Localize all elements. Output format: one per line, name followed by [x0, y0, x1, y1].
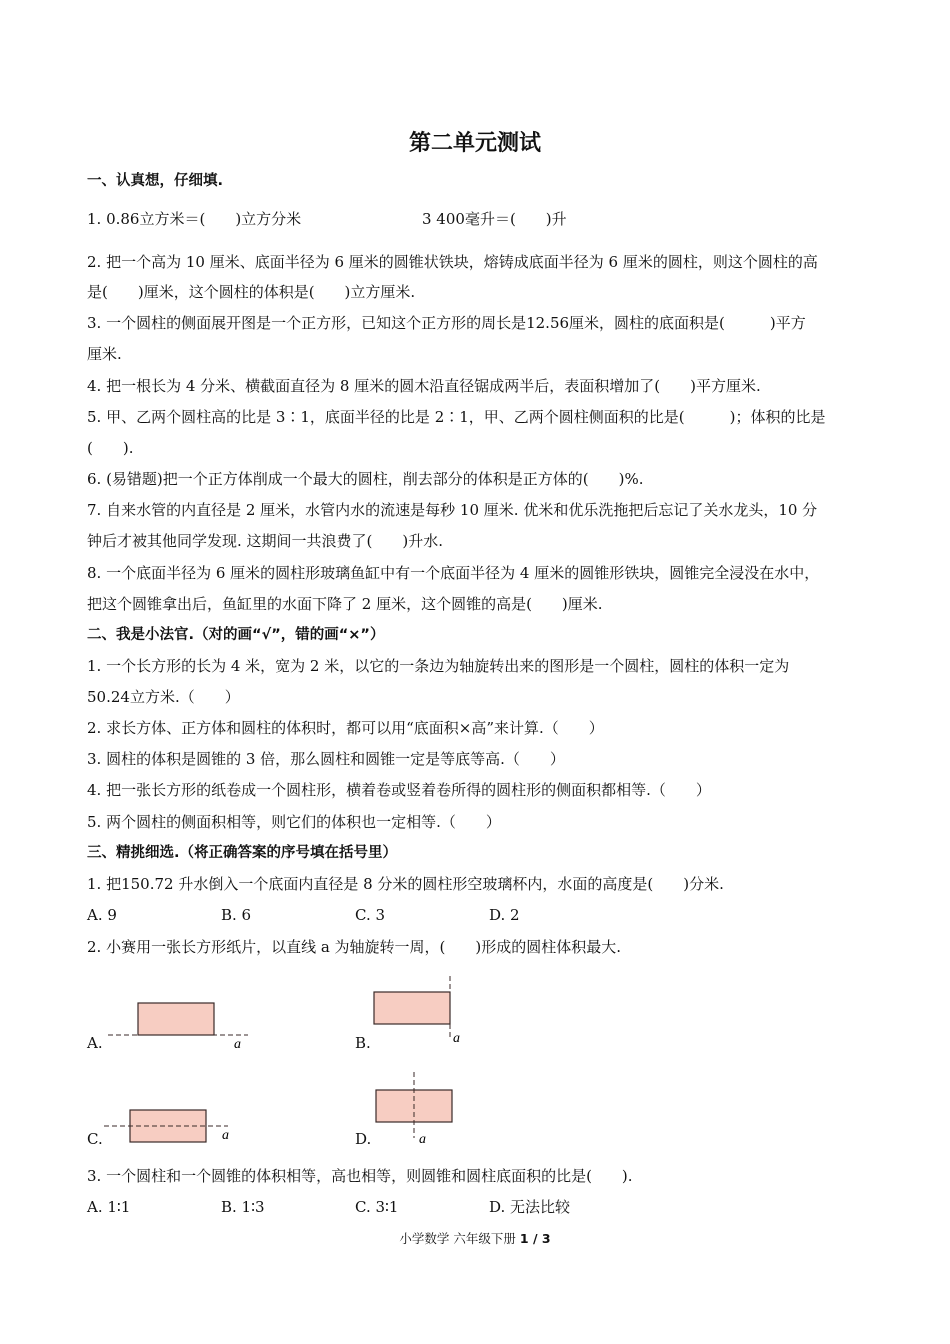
figure-a — [100, 995, 260, 1055]
figure-d — [366, 1068, 476, 1148]
figure-c-label: C. — [87, 1130, 103, 1148]
footer-subject: 小学数学 六年级下册 — [399, 1231, 516, 1246]
s1-q2-line1: 2. 把一个高为 10 厘米、底面半径为 6 厘米的圆锥状铁块，熔铸成底面半径为 6 厘米的圆柱，则这个圆柱的高 — [87, 253, 818, 271]
s2-q1-line2: 50.24立方米.（ ） — [87, 688, 240, 706]
s3-q1: 1. 把150.72 升水倒入一个底面内直径是 8 分米的圆柱形空玻璃杯内，水面的高度是( )分米. — [87, 875, 724, 893]
s1-q1-right: 3 400毫升＝( )升 — [422, 210, 567, 228]
figure-b-rect — [374, 992, 450, 1024]
section3-heading: 三、精挑细选.（将正确答案的序号填在括号里） — [87, 845, 398, 861]
s2-q5: 5. 两个圆柱的侧面积相等，则它们的体积也一定相等.（ ） — [87, 813, 501, 831]
s1-q5-line1: 5. 甲、乙两个圆柱高的比是 3∶1，底面半径的比是 2∶1，甲、乙两个圆柱侧面积的比是( )；体积的比是 — [87, 408, 826, 426]
section1-heading: 一、认真想，仔细填. — [87, 173, 224, 189]
s1-q8-line2: 把这个圆锥拿出后，鱼缸里的水面下降了 2 厘米，这个圆锥的高是( )厘米. — [87, 595, 603, 613]
s1-q3-line1: 3. 一个圆柱的侧面展开图是一个正方形，已知这个正方形的周长是12.56厘米，圆柱的底面积是( )平方 — [87, 314, 806, 332]
s1-q4: 4. 把一根长为 4 分米、横截面直径为 8 厘米的圆木沿直径锯成两半后，表面积增加了( )平方厘米. — [87, 377, 761, 395]
figure-b — [366, 972, 476, 1050]
s2-q2: 2. 求长方体、正方体和圆柱的体积时，都可以用“底面积×高”来计算.（ ） — [87, 719, 604, 737]
s3-q3-option-b: B. 1∶3 — [221, 1198, 265, 1216]
s3-q3-option-a: A. 1∶1 — [87, 1198, 131, 1216]
s1-q5-line2: ( ). — [87, 439, 134, 457]
s3-q1-option-b: B. 6 — [221, 906, 252, 924]
s3-q3-option-c: C. 3∶1 — [355, 1198, 399, 1216]
s3-q3-option-d: D. 无法比较 — [489, 1198, 571, 1216]
figure-b-axis-label: a — [453, 1031, 460, 1046]
s1-q2-line2: 是( )厘米，这个圆柱的体积是( )立方厘米. — [87, 283, 416, 301]
s2-q1-line1: 1. 一个长方形的长为 4 米，宽为 2 米，以它的一条边为轴旋转出来的图形是一个圆柱，圆柱的体积一定为 — [87, 657, 790, 675]
s1-q7-line1: 7. 自来水管的内直径是 2 厘米，水管内水的流速是每秒 10 厘米. 优米和优乐洗拖把后忘记了关水龙头，10 分 — [87, 501, 818, 519]
s3-q1-option-c: C. 3 — [355, 906, 386, 924]
page-footer — [0, 1229, 950, 1247]
s1-q8-line1: 8. 一个底面半径为 6 厘米的圆柱形玻璃鱼缸中有一个底面半径为 4 厘米的圆锥形铁块，圆锥完全浸没在水中， — [87, 564, 820, 582]
figure-c-axis-label: a — [222, 1128, 229, 1143]
s3-q3: 3. 一个圆柱和一个圆锥的体积相等，高也相等，则圆锥和圆柱底面积的比是( ). — [87, 1167, 633, 1185]
s1-q6: 6. (易错题)把一个正方体削成一个最大的圆柱，削去部分的体积是正方体的( )%. — [87, 470, 644, 488]
figure-d-label: D. — [355, 1130, 372, 1148]
s2-q3: 3. 圆柱的体积是圆锥的 3 倍，那么圆柱和圆锥一定是等底等高.（ ） — [87, 750, 565, 768]
s1-q1-left: 1. 0.86立方米＝( )立方分米 — [87, 210, 302, 228]
figure-a-label: A. — [87, 1034, 103, 1052]
s3-q2: 2. 小赛用一张长方形纸片，以直线 a 为轴旋转一周，( )形成的圆柱体积最大. — [87, 938, 622, 956]
figure-d-axis-label: a — [419, 1132, 426, 1147]
page-title: 第二单元测试 — [408, 131, 541, 156]
s1-q3-line2: 厘米. — [87, 345, 122, 363]
figure-b-label: B. — [355, 1034, 371, 1052]
s1-q7-line2: 钟后才被其他同学发现. 这期间一共浪费了( )升水. — [87, 532, 444, 550]
section2-heading: 二、我是小法官.（对的画“√”，错的画“×”） — [87, 627, 385, 643]
figure-a-rect — [138, 1003, 214, 1035]
footer-page-number: 1 / 3 — [519, 1231, 551, 1246]
s3-q1-option-d: D. 2 — [489, 906, 520, 924]
s3-q1-option-a: A. 9 — [87, 906, 117, 924]
figure-c — [100, 1102, 245, 1147]
s2-q4: 4. 把一张长方形的纸卷成一个圆柱形，横着卷或竖着卷所得的圆柱形的侧面积都相等.（ ） — [87, 781, 711, 799]
figure-a-axis-label: a — [234, 1037, 241, 1052]
